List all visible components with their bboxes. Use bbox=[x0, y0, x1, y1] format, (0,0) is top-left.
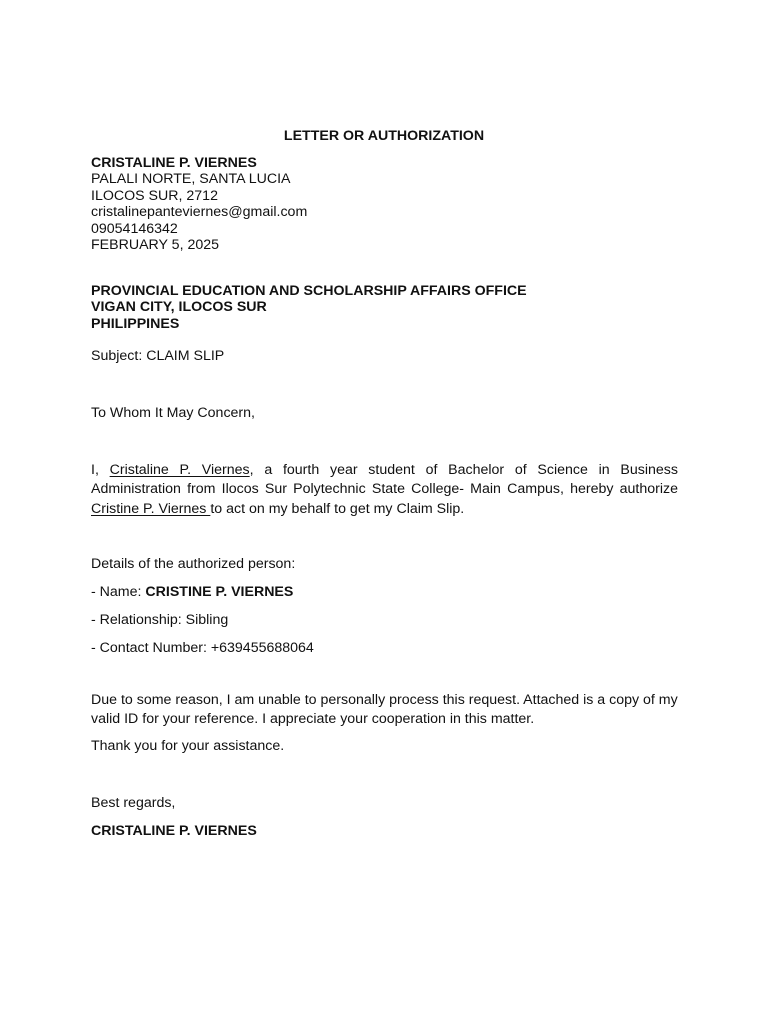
signature-name: CRISTALINE P. VIERNES bbox=[91, 823, 257, 839]
thanks-line: Thank you for your assistance. bbox=[91, 738, 285, 754]
letter-title: LETTER OR AUTHORIZATION bbox=[283, 128, 485, 144]
para-start: I, bbox=[91, 462, 110, 478]
detail-name-label: - Name: bbox=[91, 584, 146, 600]
recipient-block bbox=[91, 283, 681, 332]
recipient-city: VIGAN CITY, ILOCOS SUR bbox=[91, 299, 267, 316]
letter-date: FEBRUARY 5, 2025 bbox=[91, 237, 220, 254]
authorization-paragraph bbox=[91, 461, 678, 519]
signoff: Best regards, bbox=[91, 795, 176, 811]
subject-line: Subject: CLAIM SLIP bbox=[91, 348, 225, 364]
authorized-name: Cristine P. Viernes bbox=[91, 500, 211, 517]
recipient-country: PHILIPPINES bbox=[91, 315, 180, 332]
sender-block bbox=[91, 155, 681, 253]
detail-contact: - Contact Number: +639455688064 bbox=[91, 640, 314, 656]
para-end: to act on my behalf to get my Claim Slip. bbox=[210, 500, 465, 517]
closing-paragraph: Due to some reason, I am unable to personally process this request. Attached is a copy of my valid ID for your reference. I appreciate your cooperation in this matter. bbox=[91, 692, 678, 727]
detail-name-value: CRISTINE P. VIERNES bbox=[145, 584, 294, 600]
para-middle: , a fourth year student of Bachelor of Science in Business Administration from Ilocos Sur Polytechnic State College- Main Campus, hereby authorize bbox=[91, 462, 678, 498]
sender-address-line2: ILOCOS SUR, 2712 bbox=[91, 187, 218, 204]
detail-relationship: - Relationship: Sibling bbox=[91, 612, 229, 628]
details-heading: Details of the authorized person: bbox=[91, 556, 296, 572]
grantor-name: Cristaline P. Viernes bbox=[109, 462, 250, 478]
salutation: To Whom It May Concern, bbox=[91, 405, 255, 421]
sender-email: cristalinepanteviernes@gmail.com bbox=[91, 204, 308, 221]
recipient-office: PROVINCIAL EDUCATION AND SCHOLARSHIP AFFAIRS OFFICE bbox=[91, 283, 527, 299]
detail-name bbox=[91, 584, 293, 601]
sender-phone: 09054146342 bbox=[91, 220, 178, 237]
sender-address-line1: PALALI NORTE, SANTA LUCIA bbox=[91, 171, 291, 188]
sender-name: CRISTALINE P. VIERNES bbox=[91, 155, 257, 171]
